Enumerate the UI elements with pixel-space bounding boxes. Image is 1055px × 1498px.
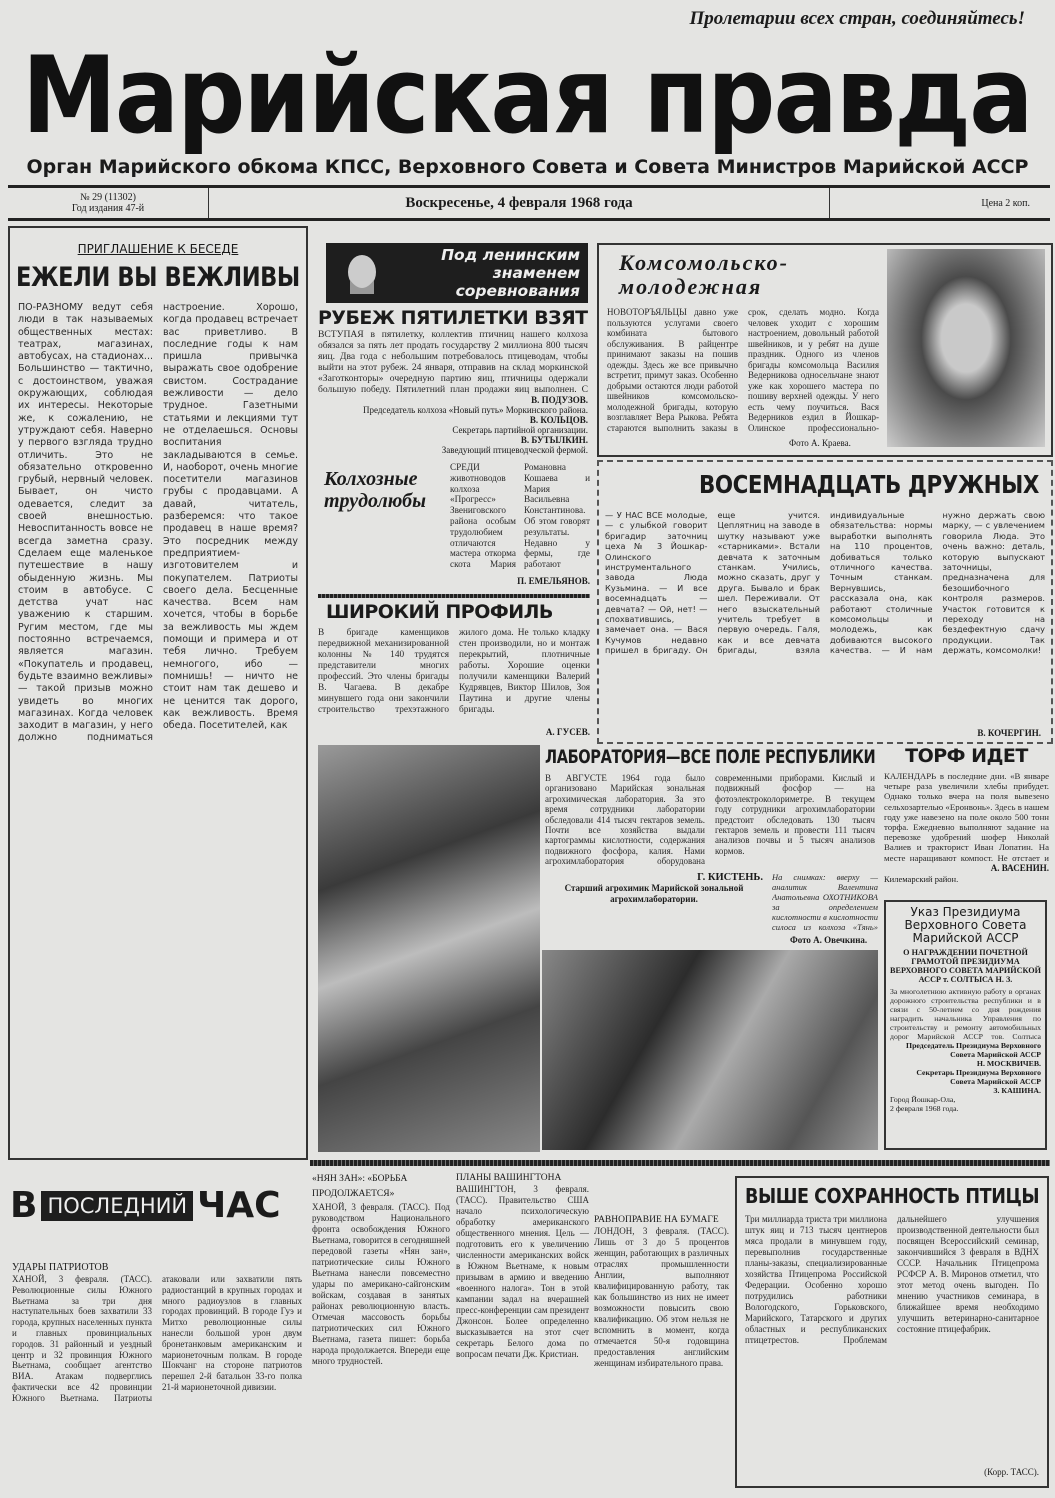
signature: В. КОЛЬЦОВ. [529, 415, 588, 425]
article-kicker: ПРИГЛАШЕНИЕ К БЕСЕДЕ [77, 242, 239, 256]
photo-vasiliy-vedernikov [887, 249, 1045, 447]
signature: З. КАШИНА. [993, 1086, 1041, 1095]
article-signatures [318, 395, 588, 455]
signature-role: Секретарь Президиума Верховного Совета Марийской АССР [916, 1068, 1041, 1086]
article-author-block [545, 872, 763, 905]
signature: В. ПОДУЗОВ. [531, 395, 588, 405]
article-ptitsy [735, 1176, 1049, 1488]
newspaper-title: Марийская правда [22, 34, 1032, 157]
lenin-banner-text: Под ленинским знаменем соревнования [441, 246, 580, 300]
article-torf [884, 745, 1049, 895]
article-body: — У НАС ВСЕ молодые, — с улыбкой говорит бригадир заточниц цеха № 3 Йошкар-Олинского инструментального завода Люда Кузьмина. — И все восемнадцать — девчата? — Ой, нет! — спохватившись, замечает она. — Вася Кучумов недавно пришел в бригаду. Он еще учится. Цеплятниц на заводе в шутку называют уже «старниками». Встали девчата к заточным станкам. Учились, можно сказать, друг у друга. Бывало и брак шел. Переживали. От него взыскательный учитель требует в первую очередь. Галя, как и все девчата бригады, взяла индивидуальные обязательства: нормы выработки выполнять на 110 процентов, добиваться только отличного качества. Точным станкам. Вернувшись, рассказала она, как работают столичные комсомольцы и молодежь, как добиваются высокого качества. — И нам нужно держать свою марку, — с увлечением говорила Люда. Это очень важно: деталь, которую выпускают заточницы, предназначена для безошибочного контроля размеров. Участок готовится к переходу на бездефектную сдачу продукции. Так держать, комсомолки! [605, 510, 1045, 656]
article-vosemnadtsat [597, 460, 1053, 744]
article-title: РУБЕЖ ПЯТИЛЕТКИ ВЗЯТ [318, 307, 588, 329]
article-title: ТОРФ ИДЕТ [905, 745, 1028, 767]
news-title: РАВНОПРАВИЕ НА БУМАГЕ [594, 1215, 719, 1225]
news-title: «НЯН ЗАН»: «БОРЬБА ПРОДОЛЖАЕТСЯ» [312, 1174, 408, 1199]
issue-number: № 29 (11302) [80, 192, 136, 203]
decree-body: За многолетнюю активную работу в органах дорожного строительства республики и в связи с 50-летием со дня рождения наградить начальника Управления по строительству и ремонту автомобильных дорог Марийской АССР тов. Солтыса [890, 987, 1041, 1041]
article-title: ВЫШЕ СОХРАННОСТЬ ПТИЦЫ [745, 1184, 1040, 1208]
lenin-banner [326, 243, 588, 303]
news-title: УДАРЫ ПАТРИОТОВ [12, 1262, 109, 1273]
signature-role: Секретарь партийной организации. [452, 425, 588, 435]
decree-box [884, 900, 1047, 1150]
article-laboratoriya [545, 745, 875, 867]
decree-title: Указ Президиума Верховного Совета Марийской АССР [904, 905, 1027, 945]
decree-place: Город Йошкар-Ола, [890, 1095, 956, 1104]
issue-year: Год издания 47-й [71, 203, 145, 214]
masthead-slogan: Пролетарии всех стран, соединяйтесь! [689, 8, 1025, 29]
news-item [312, 1172, 450, 1477]
article-author: А. ГУСЕВ. [545, 727, 590, 737]
banner-v: В [10, 1185, 38, 1226]
article-title: Комсомольско-молодежная [619, 250, 789, 299]
article-author: Г. КИСТЕНЬ. [697, 872, 763, 883]
last-hour-banner [10, 1185, 281, 1227]
article-place: Килемарский район. [884, 874, 959, 884]
article-title: ВОСЕМНАДЦАТЬ ДРУЖНЫХ [699, 470, 1039, 499]
news-item [456, 1172, 589, 1481]
divider [318, 594, 590, 598]
signature-role: Председатель колхоза «Новый путь» Моркинского района. [362, 405, 588, 415]
article-title: Колхозные трудолюбы [324, 468, 426, 512]
signature: Н. МОСКВИЧЕВ. [976, 1059, 1041, 1068]
issue-price: Цена 2 коп. [829, 188, 1050, 218]
newspaper-subtitle: Орган Марийского обкома КПСС, Верховного Совета и Совета Министров Марийской АССР [26, 156, 1029, 178]
news-body: ВАШИНГТОН, 3 февраля. (ТАСС). Правительство США начало психологическую обработку американского общественного мнения. Цель — подготовить его к увеличению численности американских войск в Южном Вьетнаме, к новым призывам в армию и введению «военного налога». Тон в этой кампании задал на вчерашней пресс-конференции сам президент Джонсон. Более определенно высказывается на этот счет секретарь Белого дома по вопросам печати Дж. Кристиан. [456, 1184, 589, 1359]
news-body: ХАНОЙ, 3 февраля. (ТАСС). Под руководством Национального фронта освобождения Южного Вьетнама, говорится в сегодняшней передовой газеты «Нян зан», патриотические силы Южного Вьетнама нанесли повсеместно удары по американо-сайгонским войскам, создавая в занятых районах революционную власть. Отмечая массовость борьбы патриотических сил Южного Вьетнама, газета пишет: борьба народа продолжается. Впереди еще много трудностей. [312, 1202, 450, 1366]
photo-lab-top [318, 745, 540, 1152]
article-author: В. КОЧЕРГИН. [977, 728, 1041, 738]
article-title: ЛАБОРАТОРИЯ—ВСЕ ПОЛЕ РЕСПУБЛИКИ [545, 746, 876, 768]
news-title: ПЛАНЫ ВАШИНГТОНА [456, 1173, 562, 1183]
signature-role: Заведующий птицеводческой фермой. [441, 445, 588, 455]
article-vezhlivy [8, 226, 308, 1160]
article-title: ЕЖЕЛИ ВЫ ВЕЖЛИВЫ [16, 262, 300, 293]
article-body: В бригаде каменщиков передвижной механизированной колонны № 140 трудятся представители многих профессий. Это члены бригады В. Чагаева. В декабре минувшего года они закончили строительство трехэтажного жилого дома. Не только кладку стен производили, но и монтаж перекрытий, плотничные работы. Хорошие оценки получили каменщики Валерий Кудрявцев, Виктор Шилов, Зоя Паутина и другие члены бригады. [318, 628, 590, 715]
news-item [594, 1172, 729, 1479]
article-shirokiy [318, 601, 590, 738]
decree-subtitle: О НАГРАЖДЕНИИ ПОЧЕТНОЙ ГРАМОТОЙ ПРЕЗИДИУМА ВЕРХОВНОГО СОВЕТА МАРИЙСКОЙ АССР т. СОЛТЫСА Н. З. [890, 948, 1041, 984]
photo-lab-bottom [542, 950, 878, 1150]
issue-info-bar [8, 185, 1050, 221]
photo-credit: Фото А. Овечкина. [790, 935, 868, 945]
divider [310, 1160, 1050, 1166]
article-body: СРЕДИ животноводов колхоза «Прогресс» Звениговского района особым трудолюбием отличаются мастера откорма скота Мария Романовна Кошаева и Мария Васильевна Константинова. Об этом говорят результаты. Недавно у фермы, где работают [450, 462, 590, 570]
article-body: НОВОТОРЪЯЛЬЦЫ давно уже пользуются услугами своего комбината бытового обслуживания. В райцентре принимают заказы на пошив одежды. Здесь же все привычно встретит, примут заказ. Особенно добрыми остаются люди работой швейников комсомольско-молодежной бригады, которую возглавляет Вера Рыкова. Ребята стараются выполнить заказы в срок, сделать модно. Когда человек уходит с хорошим настроением, довольный работой швейников, и у ребят на душе праздник. Одного из членов бригады комсомольца Василия Ведерникова односельчане знают уже как хорошего мастера по пошиву верхней одежды. У него есть чему поучиться. Вася Ведерников ездил в Йошкар-Олинское профессионально- [607, 307, 879, 433]
article-komsomol [597, 243, 1053, 457]
article-kolkhoz [318, 462, 590, 590]
article-author-role: Старший агрохимик Марийской зональной агрохимлаборатории. [564, 883, 744, 904]
news-body: ЛОНДОН, 3 февраля. (ТАСС). Лишь от 3 до 5 процентов женщин, работающих в различных отраслях промышленности Англии, выполняют квалифицированную работу, так как большинство из них не имеет возможности повысить свою квалификацию. Об этом нельзя не вспомнить в момент, когда отмечается 50-я годовщина предоставления английским женщинам избирательного права. [594, 1226, 729, 1368]
banner-mid: ПОСЛЕДНИЙ [41, 1191, 193, 1221]
news-body: ХАНОЙ, 3 февраля. (ТАСС). Революционные силы Южного Вьетнама за три дня наступательных боев захватили 33 города, крупных населенных пункта и главных провинциальных городов. 31 районный и уездный центр и 32 провинция Южного Вьетнама, сообщает агентство ВИА. Атакам подверглись фактически все 42 провинции Южного Вьетнама. Патриоты атаковали или захватили пять радиостанций в крупных городах и много радиоузлов в главных городах провинций. В городе Гуэ и Митхо революционные силы нанесли большой урон двум бронетанковым американским и марионеточным полкам. В городе Шокчанг на стороне патриотов перешел 2-й батальон 33-го полка 21-й марионеточной дивизии. [12, 1274, 302, 1403]
signature: В. БУТЫЛКИН. [520, 435, 588, 445]
news-item [12, 1262, 302, 1488]
article-author: (Корр. ТАСС). [984, 1467, 1039, 1477]
issue-date: Воскресенье, 4 февраля 1968 года [405, 194, 633, 211]
lenin-portrait-icon [332, 248, 392, 298]
article-rubezh [318, 307, 588, 457]
photo-caption: На снимках: вверху — аналитик Валентина Анатольевна ОХОТНИКОВА за определением кислотности в кислотности силоса из колхоза «Тянь» [772, 872, 878, 932]
article-body: ПО-РАЗНОМУ ведут себя люди в так называемых общественных местах: театрах, магазинах, автобусах, на стадионах... Большинство — тактично, с достоинством, уважая окружающих, соблюдая их интересы. Некоторые же, к сожалению, не утруждают себя. Наверно у первого взгляда трудно отличить. Это не обязательно откровенно грубый, нервный человек. Бывает, он чисто одевается, следит за своей внешностью. Невоспитанность вовсе не всегда заметна сразу. Сделаем еще маленькое путешествие в нашу обыденную жизнь. Мы стоим в автобусе. С детства учат нас уважению к старшим. Ругим местом, где мы постоянно встречаемся, является магазин. «Покупатель и продавец, будьте взаимно вежливы» — такой призыв можно увидеть во многих магазинах. Когда человек заходит в магазин, у него должно подниматься настроение. Хорошо, когда продавец встречает вас приветливо. В последние годы к нам пришла привычка выражать свое одобрение свистом. Сострадание вежливости — дело трудное. Газетными статьями и лекциями тут не отделаешься. Основы воспитания закладываются в семье. И, наоборот, очень многие посетители магазинов грубы с продавцами. А давай, читатель, разберемся: что такое продавец в наше время? Это посредник между предприятием-изготовителем и покупателем. Патриоты своего дела. Бесценные качества. Всем нам хочется, чтобы в борьбе за вежливость мы ждем помощи и примера и от тебя лично. Требуем немногого, ибо — помнишь! — ничто не стоит нам так дешево и не ценится так дорого, как вежливость. Время обеда. Посетителей, как [18, 302, 298, 744]
decree-signatures [890, 1041, 1041, 1095]
signature-role: Председатель Президиума Верховного Совета Марийской АССР [906, 1041, 1041, 1059]
article-body: КАЛЕНДАРЬ в последние дни. «В январе четыре раза увеличили хлебы прибудет. Однако только вчера на поля вывезено сельхозартелью «Еронвонь». Здесь в нашем году уже навезено на поле около 500 тонн торфа. Ежедневно выполняют задание на перевозке удобрений шофер Николай Валиев и тракторист Иван Лопатин. На месте наращивают компост. Не отстает и [884, 771, 1049, 863]
article-body: В АВГУСТЕ 1964 года было организовано Марийская зональная агрохимическая лаборатория. За это время сотрудники лаборатории обследовали 414 тысяч гектаров земель. Почти все хозяйства выдали картограммы кислотности, содержания подвижного фосфора, калия. Нами агрохимлаборатория оборудована современными приборами. Кислый и подвижный фосфор — на фотоэлектроколориметре. В текущем году сотрудники агрохимлаборатории предстоит обследовать 130 тысяч гектаров земель и провести 111 тысяч анализов почвы и 5 тысяч анализов кормов. [545, 773, 875, 867]
photo-credit: Фото А. Краева. [789, 438, 851, 448]
article-body: Три миллиарда триста три миллиона штук яиц и 713 тысяч центнеров мяса продали в минувшем году, перевыполнив государственные планы-заказы, специализированные хозяйства Птицепрома Российской Федерации. Особенно хорошо потрудились работники Вологодского, Горьковского, Марийского, Татарского и других областных и республиканских птицетрестов. Проблемам дальнейшего улучшения производственной деятельности был посвящен Всероссийский семинар, закончившийся 3 февраля в ВДНХ СССР. Начальник Птицепрома РСФСР А. В. Миронов отметил, что этот метод очень выгоден. По мнению участников семинара, в ближайшее время необходимо улучшить ветеринарно-санитарное состояние птицефабрик. [745, 1214, 1039, 1345]
article-body: ВСТУПАЯ в пятилетку, коллектив птичниц нашего колхоза обязался за пять лет продать государству 2 миллиона 800 тысяч яиц. Два года с небольшим потребовалось птицеводам, чтобы выйти на этот рубеж. 24 января, отправив на склад моркинской «Заготконторы» очередную партию яиц, птичницы одержали большую победу. Пятилетний план продажи яиц выполнен. С [318, 329, 588, 395]
article-title: ШИРОКИЙ ПРОФИЛЬ [326, 601, 553, 623]
article-author: А. ВАСЕНИН. [990, 863, 1049, 873]
article-author: П. ЕМЕЛЬЯНОВ. [517, 576, 590, 586]
banner-end: ЧАС [197, 1185, 281, 1226]
decree-date: 2 февраля 1968 года. [890, 1104, 959, 1113]
